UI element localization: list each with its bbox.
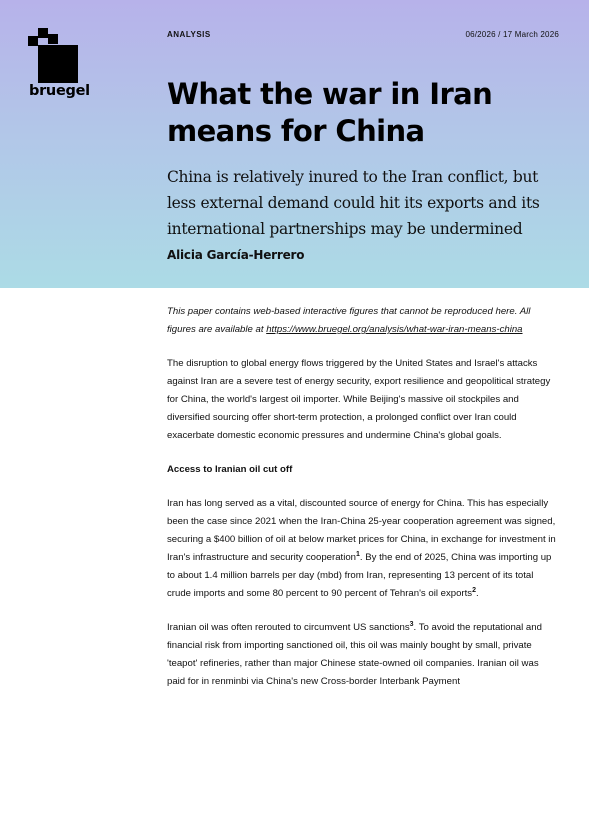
- paragraph-iran-oil: Iran has long served as a vital, discounted source of energy for China. This has especially been the case since 2021 when the Iran-China 25-year cooperation agreement was signed, securing a $400 billion of oil at below market prices for China, in exchange for investment in Iran's infrastructure and security cooperation$^1$. By the end of 2025, China was importing up to about 1.4 million barrels per day (mbd) from Iran, representing 13 percent of its total crude imports and some 80 percent to 90 percent of Tehran's oil exports$^2$.: [167, 498, 556, 599]
- logo-wordmark: bruegel: [29, 83, 90, 99]
- intro-paragraph: The disruption to global energy flows triggered by the United States and Israel's attacks against Iran are a severe test of energy security, export resilience and geopolitical strategy for China, the world's largest oil importer. While Beijing's massive oil stockpiles and diversified sourcing offer short-term protection, a prolonged conflict over Iran could exacerbate domestic economic pressures and undermine China's global goals.: [167, 358, 551, 441]
- footnote-3[interactable]: 3: [409, 620, 414, 628]
- subtitle: China is relatively inured to the Iran conflict, but less external demand could hit its exports and its international partnerships may be undermined: [167, 168, 540, 238]
- interactive-figures-note: This paper contains web-based interactive figures that cannot be reproduced here. All figures are available at https://www.bruegel.org/analysis/what-war-iran-means-china: [167, 306, 531, 335]
- header-banner: [0, 0, 589, 288]
- page-title: What the war in Iran means for China: [167, 77, 493, 148]
- paragraph-rerouting: Iranian oil was often rerouted to circumvent US sanctions$^3$. To avoid the reputational and financial risk from importing sanctioned oil, this oil was mainly bought by small, private 'teapot' refineries, rather than major Chinese state-owned oil companies. Iranian oil was paid for in renminbi via China's new Cross-border Interbank Payment: [167, 620, 542, 687]
- section-heading: Access to Iranian oil cut off: [167, 464, 293, 475]
- article-link[interactable]: https://www.bruegel.org/analysis/what-war-iran-means-china: [266, 324, 523, 335]
- article-body: [167, 303, 559, 707]
- footnote-1[interactable]: 1: [356, 550, 360, 558]
- issue-date: 06/2026 / 17 March 2026: [465, 30, 559, 39]
- author-name: Alicia García-Herrero: [167, 248, 305, 262]
- footnote-2[interactable]: 2: [472, 586, 476, 594]
- article-type: ANALYSIS: [167, 30, 211, 39]
